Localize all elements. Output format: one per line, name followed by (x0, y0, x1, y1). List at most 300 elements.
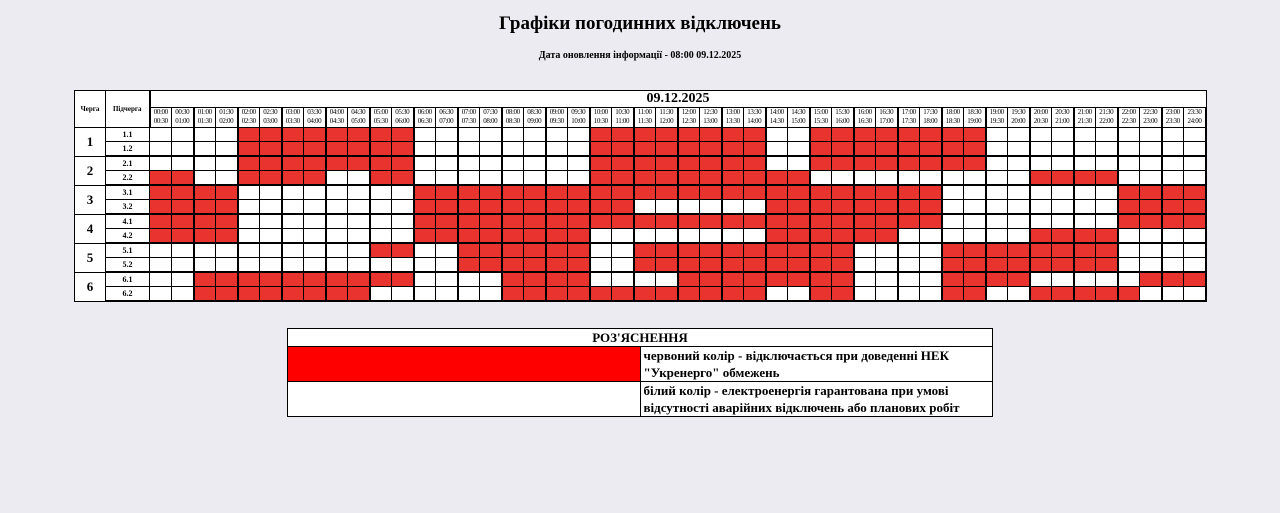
outage-slot (876, 200, 898, 215)
power-slot (1162, 156, 1184, 171)
power-slot (744, 229, 766, 244)
outage-slot (744, 258, 766, 273)
power-slot (1074, 142, 1096, 157)
outage-slot (722, 258, 744, 273)
outage-slot (568, 258, 590, 273)
outage-slot (502, 200, 524, 215)
power-slot (436, 272, 458, 287)
outage-slot (282, 171, 304, 186)
outage-slot (392, 272, 414, 287)
outage-slot (568, 229, 590, 244)
power-slot (1052, 128, 1074, 142)
outage-slot (216, 272, 238, 287)
outage-slot (700, 128, 722, 142)
outage-slot (678, 272, 700, 287)
power-slot (326, 185, 348, 200)
power-slot (986, 185, 1008, 200)
outage-slot (1096, 243, 1118, 258)
power-slot (414, 142, 436, 157)
power-slot (1162, 229, 1184, 244)
power-slot (172, 287, 194, 302)
outage-slot (942, 142, 964, 157)
subqueue-label: 4.2 (106, 229, 150, 244)
time-slot-header: 20:00 20:30 (1030, 108, 1052, 128)
outage-slot (568, 243, 590, 258)
power-slot (898, 229, 920, 244)
power-slot (942, 214, 964, 229)
outage-slot (810, 156, 832, 171)
outage-slot (370, 272, 392, 287)
power-slot (700, 229, 722, 244)
outage-slot (722, 214, 744, 229)
power-slot (920, 287, 942, 302)
time-slot-header: 00:30 01:00 (172, 108, 194, 128)
legend-red-swatch (288, 347, 641, 382)
outage-slot (744, 142, 766, 157)
power-slot (1030, 128, 1052, 142)
power-slot (766, 287, 788, 302)
outage-slot (920, 185, 942, 200)
outage-slot (612, 171, 634, 186)
time-slot-header: 08:00 08:30 (502, 108, 524, 128)
power-slot (326, 214, 348, 229)
power-slot (150, 128, 172, 142)
power-slot (436, 128, 458, 142)
outage-slot (964, 243, 986, 258)
power-slot (898, 243, 920, 258)
outage-slot (766, 185, 788, 200)
outage-slot (348, 156, 370, 171)
power-slot (194, 171, 216, 186)
power-slot (590, 258, 612, 273)
power-slot (326, 200, 348, 215)
power-slot (1096, 156, 1118, 171)
outage-slot (942, 128, 964, 142)
power-slot (964, 185, 986, 200)
time-slot-header: 09:30 10:00 (568, 108, 590, 128)
outage-slot (1140, 185, 1162, 200)
outage-slot (458, 243, 480, 258)
outage-slot (1096, 229, 1118, 244)
power-slot (876, 258, 898, 273)
outage-slot (634, 156, 656, 171)
power-slot (1074, 128, 1096, 142)
power-slot (524, 156, 546, 171)
legend-white-text: білий колір - електроенергія гарантована при умові відсутності аварійних відключень або планових робіт (640, 382, 993, 417)
power-slot (612, 243, 634, 258)
power-slot (194, 243, 216, 258)
outage-slot (238, 272, 260, 287)
outage-slot (458, 229, 480, 244)
outage-slot (986, 258, 1008, 273)
power-slot (480, 128, 502, 142)
outage-slot (590, 214, 612, 229)
power-slot (986, 142, 1008, 157)
power-slot (348, 200, 370, 215)
outage-slot (1052, 229, 1074, 244)
outage-slot (524, 287, 546, 302)
power-slot (942, 200, 964, 215)
outage-slot (832, 185, 854, 200)
outage-slot (282, 142, 304, 157)
outage-slot (590, 185, 612, 200)
time-slot-header: 05:30 06:00 (392, 108, 414, 128)
power-slot (194, 142, 216, 157)
outage-slot (810, 258, 832, 273)
outage-slot (1030, 287, 1052, 302)
outage-slot (458, 200, 480, 215)
outage-slot (766, 200, 788, 215)
power-slot (480, 287, 502, 302)
outage-slot (590, 200, 612, 215)
power-slot (436, 243, 458, 258)
outage-slot (590, 156, 612, 171)
outage-slot (788, 214, 810, 229)
outage-slot (788, 229, 810, 244)
power-slot (326, 243, 348, 258)
outage-slot (260, 142, 282, 157)
outage-slot (678, 156, 700, 171)
power-slot (1140, 258, 1162, 273)
outage-slot (502, 229, 524, 244)
outage-slot (282, 128, 304, 142)
outage-slot (876, 156, 898, 171)
power-slot (392, 229, 414, 244)
power-slot (238, 229, 260, 244)
outage-slot (1074, 229, 1096, 244)
power-slot (436, 287, 458, 302)
time-slot-header: 14:00 14:30 (766, 108, 788, 128)
power-slot (986, 200, 1008, 215)
outage-slot (502, 243, 524, 258)
power-slot (1008, 171, 1030, 186)
power-slot (854, 287, 876, 302)
outage-slot (1096, 258, 1118, 273)
outage-slot (304, 272, 326, 287)
outage-slot (414, 229, 436, 244)
outage-slot (964, 258, 986, 273)
outage-slot (370, 156, 392, 171)
power-slot (436, 171, 458, 186)
time-slot-header: 14:30 15:00 (788, 108, 810, 128)
outage-slot (480, 258, 502, 273)
outage-slot (326, 287, 348, 302)
outage-slot (326, 142, 348, 157)
time-slot-header: 09:00 09:30 (546, 108, 568, 128)
outage-slot (304, 156, 326, 171)
time-slot-header: 10:30 11:00 (612, 108, 634, 128)
outage-slot (238, 171, 260, 186)
power-slot (898, 272, 920, 287)
time-slot-header: 08:30 09:00 (524, 108, 546, 128)
queue-label: 6 (75, 272, 106, 301)
outage-slot (480, 214, 502, 229)
power-slot (1096, 200, 1118, 215)
time-slot-header: 12:00 12:30 (678, 108, 700, 128)
power-slot (1184, 258, 1206, 273)
queue-header: Черга (75, 91, 106, 128)
outage-slot (1140, 214, 1162, 229)
outage-slot (282, 156, 304, 171)
outage-slot (590, 171, 612, 186)
outage-slot (766, 243, 788, 258)
time-slot-header: 06:00 06:30 (414, 108, 436, 128)
time-slot-header: 07:30 08:00 (480, 108, 502, 128)
power-slot (546, 156, 568, 171)
power-slot (304, 214, 326, 229)
power-slot (1074, 214, 1096, 229)
subqueue-label: 2.2 (106, 171, 150, 186)
power-slot (986, 287, 1008, 302)
outage-slot (788, 258, 810, 273)
outage-slot (392, 243, 414, 258)
outage-slot (436, 229, 458, 244)
outage-slot (1052, 287, 1074, 302)
outage-slot (392, 142, 414, 157)
power-slot (986, 156, 1008, 171)
power-slot (150, 156, 172, 171)
outage-slot (1074, 243, 1096, 258)
outage-slot (678, 185, 700, 200)
outage-slot (986, 243, 1008, 258)
outage-slot (678, 142, 700, 157)
outage-slot (436, 185, 458, 200)
power-slot (1162, 243, 1184, 258)
outage-slot (832, 214, 854, 229)
outage-slot (612, 128, 634, 142)
outage-slot (898, 214, 920, 229)
power-slot (920, 229, 942, 244)
power-slot (370, 200, 392, 215)
outage-slot (700, 142, 722, 157)
outage-slot (788, 272, 810, 287)
power-slot (568, 142, 590, 157)
power-slot (634, 272, 656, 287)
power-slot (1184, 142, 1206, 157)
power-slot (282, 229, 304, 244)
power-slot (1162, 142, 1184, 157)
time-slot-header: 22:30 23:00 (1140, 108, 1162, 128)
power-slot (832, 171, 854, 186)
subqueue-row (75, 214, 1207, 229)
legend-table (287, 328, 993, 417)
power-slot (282, 185, 304, 200)
outage-slot (172, 229, 194, 244)
power-slot (1008, 229, 1030, 244)
outage-slot (700, 287, 722, 302)
subqueue-label: 3.2 (106, 200, 150, 215)
power-slot (854, 272, 876, 287)
time-slot-header: 00:00 00:30 (150, 108, 172, 128)
time-slot-header: 13:30 14:00 (744, 108, 766, 128)
power-slot (524, 142, 546, 157)
outage-slot (700, 214, 722, 229)
power-slot (502, 171, 524, 186)
power-slot (546, 142, 568, 157)
power-slot (612, 258, 634, 273)
outage-slot (788, 243, 810, 258)
power-slot (546, 128, 568, 142)
outage-slot (260, 171, 282, 186)
power-slot (238, 200, 260, 215)
outage-slot (942, 287, 964, 302)
time-slot-header: 01:00 01:30 (194, 108, 216, 128)
outage-slot (634, 128, 656, 142)
time-slot-header: 11:30 12:00 (656, 108, 678, 128)
schedule-table (74, 90, 1207, 302)
power-slot (1118, 171, 1140, 186)
power-slot (348, 229, 370, 244)
outage-slot (370, 128, 392, 142)
outage-slot (1162, 214, 1184, 229)
power-slot (1184, 156, 1206, 171)
time-slot-header: 22:00 22:30 (1118, 108, 1140, 128)
outage-slot (238, 142, 260, 157)
outage-slot (194, 185, 216, 200)
outage-slot (722, 128, 744, 142)
power-slot (1140, 156, 1162, 171)
outage-slot (568, 200, 590, 215)
outage-slot (1162, 200, 1184, 215)
outage-slot (722, 272, 744, 287)
outage-slot (634, 142, 656, 157)
power-slot (1118, 142, 1140, 157)
power-slot (656, 229, 678, 244)
power-slot (436, 258, 458, 273)
power-slot (1074, 200, 1096, 215)
queue-label: 3 (75, 185, 106, 214)
outage-slot (546, 287, 568, 302)
outage-slot (1052, 243, 1074, 258)
power-slot (722, 229, 744, 244)
time-slot-header: 15:00 15:30 (810, 108, 832, 128)
date-header: 09.12.2025 (150, 91, 1206, 108)
outage-slot (744, 243, 766, 258)
time-slot-header: 04:00 04:30 (326, 108, 348, 128)
power-slot (348, 214, 370, 229)
outage-slot (568, 214, 590, 229)
outage-slot (832, 142, 854, 157)
power-slot (348, 171, 370, 186)
outage-slot (832, 200, 854, 215)
time-slot-header: 03:00 03:30 (282, 108, 304, 128)
power-slot (986, 214, 1008, 229)
power-slot (986, 229, 1008, 244)
outage-slot (854, 128, 876, 142)
outage-slot (502, 214, 524, 229)
subqueue-row (75, 142, 1207, 157)
outage-slot (876, 185, 898, 200)
time-slot-header: 02:00 02:30 (238, 108, 260, 128)
subqueue-row (75, 200, 1207, 215)
outage-slot (656, 258, 678, 273)
outage-slot (722, 142, 744, 157)
outage-slot (832, 229, 854, 244)
subqueue-row (75, 185, 1207, 200)
outage-slot (304, 287, 326, 302)
power-slot (216, 142, 238, 157)
power-slot (898, 258, 920, 273)
time-slot-header: 11:00 11:30 (634, 108, 656, 128)
outage-slot (194, 200, 216, 215)
power-slot (612, 229, 634, 244)
outage-slot (348, 272, 370, 287)
outage-slot (546, 229, 568, 244)
power-slot (590, 243, 612, 258)
power-slot (392, 258, 414, 273)
power-slot (788, 287, 810, 302)
outage-slot (304, 128, 326, 142)
outage-slot (194, 214, 216, 229)
power-slot (634, 200, 656, 215)
outage-slot (810, 229, 832, 244)
power-slot (282, 200, 304, 215)
power-slot (458, 142, 480, 157)
power-slot (854, 258, 876, 273)
power-slot (722, 200, 744, 215)
power-slot (788, 128, 810, 142)
outage-slot (898, 185, 920, 200)
power-slot (260, 200, 282, 215)
power-slot (524, 171, 546, 186)
subqueue-row (75, 171, 1207, 186)
outage-slot (1184, 214, 1206, 229)
outage-slot (216, 185, 238, 200)
power-slot (678, 229, 700, 244)
power-slot (1140, 171, 1162, 186)
time-slot-header: 05:00 05:30 (370, 108, 392, 128)
power-slot (216, 243, 238, 258)
power-slot (942, 171, 964, 186)
outage-slot (678, 287, 700, 302)
outage-slot (832, 243, 854, 258)
outage-slot (1030, 243, 1052, 258)
power-slot (964, 214, 986, 229)
power-slot (1030, 185, 1052, 200)
outage-slot (1118, 185, 1140, 200)
power-slot (964, 171, 986, 186)
outage-slot (590, 142, 612, 157)
outage-slot (392, 128, 414, 142)
outage-slot (700, 156, 722, 171)
power-slot (392, 214, 414, 229)
outage-slot (260, 287, 282, 302)
outage-slot (964, 128, 986, 142)
outage-slot (876, 142, 898, 157)
outage-slot (832, 258, 854, 273)
outage-slot (524, 243, 546, 258)
power-slot (414, 128, 436, 142)
power-slot (172, 272, 194, 287)
power-slot (370, 185, 392, 200)
outage-slot (854, 156, 876, 171)
outage-slot (546, 272, 568, 287)
outage-slot (436, 214, 458, 229)
power-slot (700, 200, 722, 215)
power-slot (612, 272, 634, 287)
power-slot (1096, 128, 1118, 142)
queue-label: 4 (75, 214, 106, 243)
outage-slot (942, 258, 964, 273)
outage-slot (656, 287, 678, 302)
outage-slot (810, 272, 832, 287)
outage-slot (810, 214, 832, 229)
power-slot (766, 156, 788, 171)
outage-slot (920, 156, 942, 171)
subqueue-row (75, 287, 1207, 302)
outage-slot (326, 272, 348, 287)
power-slot (260, 229, 282, 244)
